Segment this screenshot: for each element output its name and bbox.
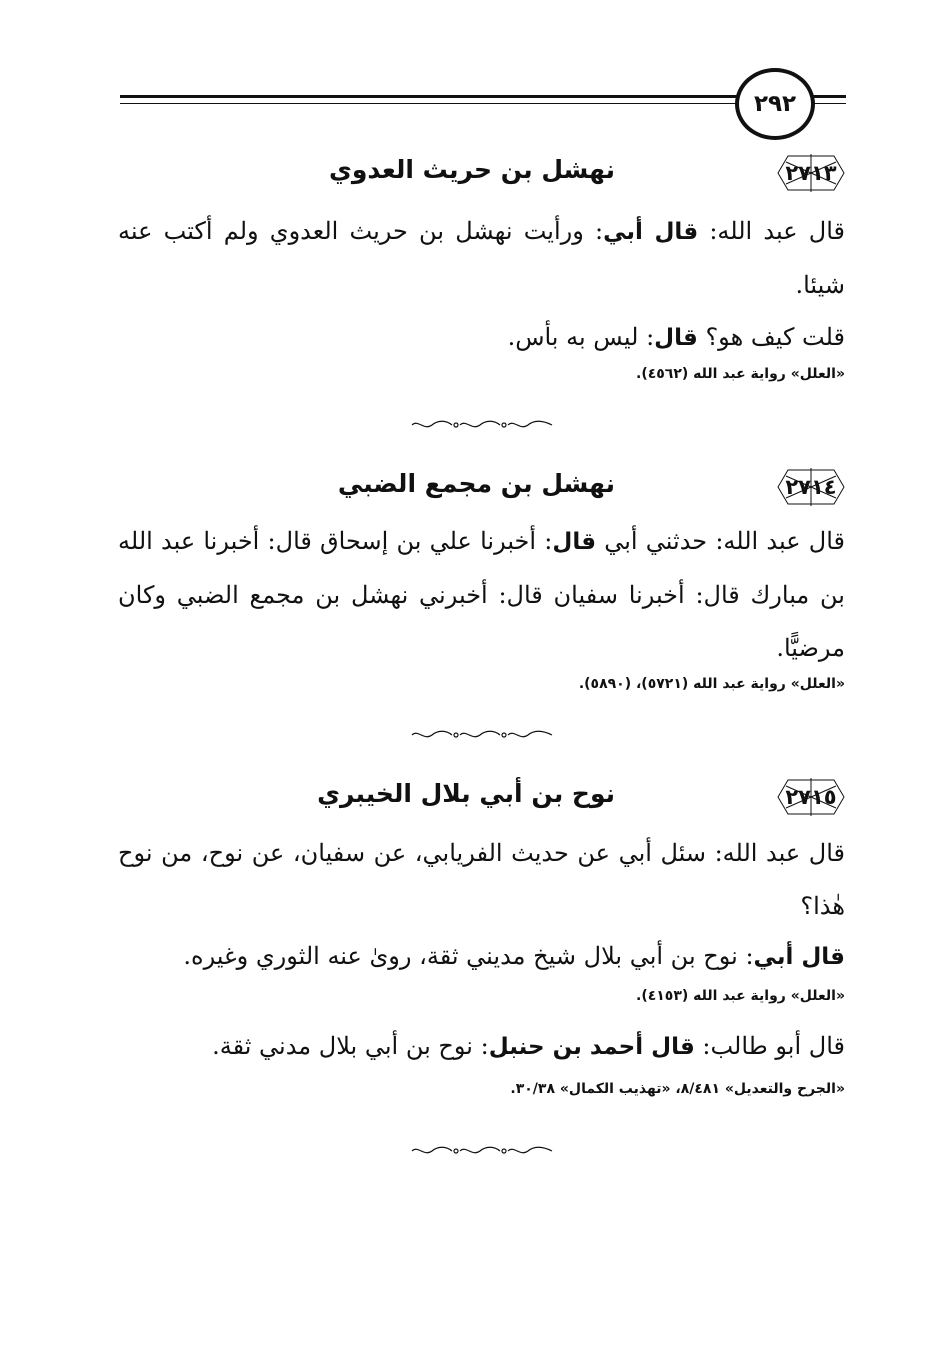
entry-title: نوح بن أبي بلال الخيبري — [317, 779, 615, 808]
source-citation: «العلل» رواية عبد الله (٤١٥٣). — [636, 988, 845, 1004]
text-run: قال عبد الله: سئل أبي عن حديث الفريابي، عن سفيان، عن نوح، من نوح هٰذا؟ — [118, 839, 845, 920]
header-rule-thin — [120, 103, 737, 104]
paragraph — [118, 205, 845, 312]
header-rule-right-thin — [810, 103, 846, 104]
entry-number-badge — [772, 772, 850, 822]
paragraph — [118, 930, 845, 984]
ornament-divider-icon — [408, 418, 556, 432]
text-run: قال عبد الله: — [698, 217, 845, 245]
source-citation: «الجرح والتعديل» ٨/٤٨١، «تهذيب الكمال» ٣٠/٣٨. — [510, 1081, 845, 1097]
entry-title: نهشل بن مجمع الضبي — [337, 469, 615, 498]
text-run: : نوح بن أبي بلال مدني ثقة. — [212, 1032, 489, 1060]
paragraph — [118, 311, 845, 365]
entry-title: نهشل بن حريث العدوي — [328, 155, 615, 184]
bold-text: قال — [552, 529, 597, 555]
paragraph — [118, 1020, 845, 1074]
entry-number-badge — [772, 462, 850, 512]
entry-number: ٢٧١٣ — [785, 161, 837, 185]
header-rule-right — [810, 95, 846, 98]
text-run: : نوح بن أبي بلال شيخ مديني ثقة، روىٰ عنه الثوري وغيره. — [183, 942, 754, 970]
text-run: : أخبرنا علي بن إسحاق قال: أخبرنا عبد الله بن مبارك قال: أخبرنا سفيان قال: أخبرني نهشل بن مجمع الضبي وكان مرضيًّا. — [118, 527, 845, 662]
page-number: ٢٩٢ — [735, 68, 815, 140]
source-citation: «العلل» رواية عبد الله (٥٧٢١)، (٥٨٩٠). — [578, 676, 845, 692]
bold-text: قال أبي — [603, 219, 699, 245]
entry-number-badge — [772, 148, 850, 198]
header-rule — [120, 95, 737, 98]
paragraph — [118, 827, 845, 933]
ornament-divider-icon — [408, 1144, 556, 1158]
text-run: قلت كيف هو؟ — [697, 323, 845, 351]
text-run: : ورأيت نهشل بن حريث العدوي ولم أكتب عنه شيئا. — [118, 217, 845, 299]
entry-number: ٢٧١٥ — [785, 785, 837, 809]
text-run: : ليس به بأس. — [507, 323, 655, 351]
paragraph — [118, 515, 845, 675]
text-run: قال عبد الله: حدثني أبي — [596, 527, 845, 555]
bold-text: قال أبي — [753, 944, 845, 970]
bold-text: قال أحمد بن حنبل — [488, 1034, 695, 1060]
bold-text: قال — [654, 325, 698, 351]
ornament-divider-icon — [408, 728, 556, 742]
entry-number: ٢٧١٤ — [785, 475, 837, 499]
text-run: قال أبو طالب: — [694, 1032, 845, 1060]
source-citation: «العلل» رواية عبد الله (٤٥٦٢). — [636, 366, 845, 382]
